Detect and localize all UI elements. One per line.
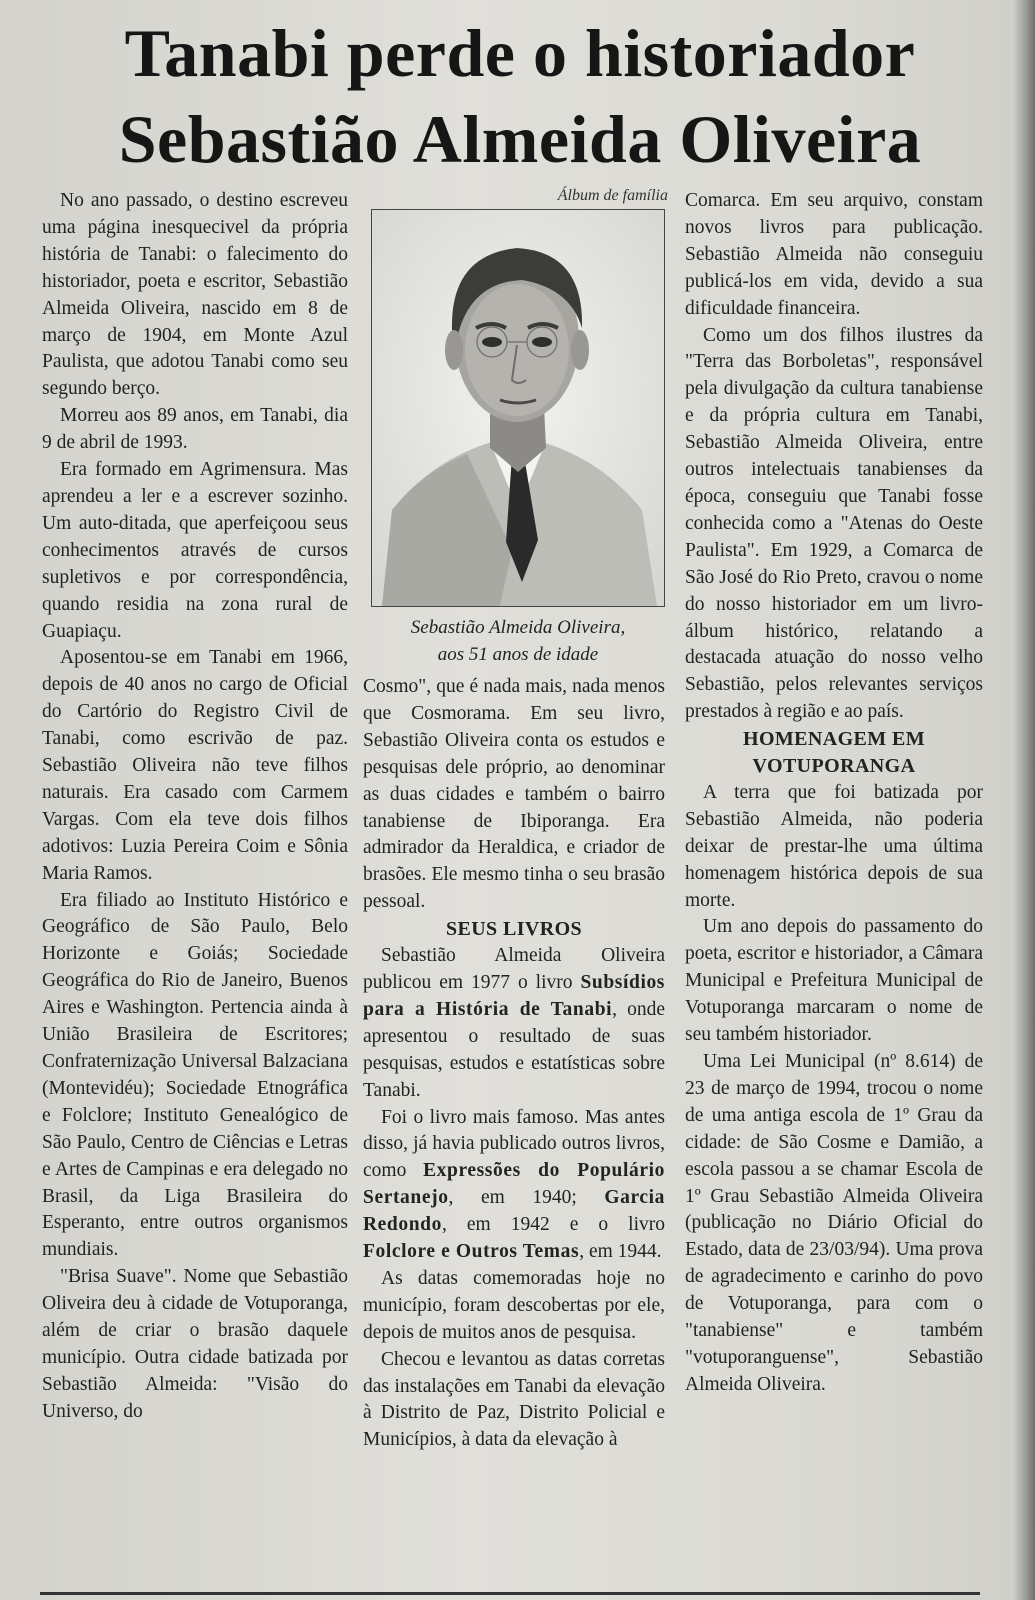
text-run: Sebastião Almeida Oliveira publicou em 1977 o livro: [363, 945, 665, 993]
headline: [60, 10, 980, 182]
photo-credit: Álbum de família: [557, 187, 668, 204]
paragraph: Como um dos filhos ilustres da "Terra das Borboletas", responsável pela divulgação da cultura tanabiense e da própria cultura em Tanabi, Sebastião Almeida Oliveira, entre outros intelectuais tanabienses da época, conseguiu que Tanabi fosse conhecida como a "Atenas do Oeste Paulista". Em 1929, a Comarca de São José do Rio Preto, cravou o nome do nosso historiador em um livro-álbum histórico, relatando a destacada atuação do nosso velho Sebastião, pelos relevantes serviços prestados à região e ao país.: [685, 324, 983, 723]
portrait-illustration: [372, 210, 664, 606]
paragraph: Um ano depois do passamento do poeta, escritor e historiador, a Câmara Municipal e Prefeitura Municipal de Votuporanga marcaram o nome de seu também historiador.: [685, 916, 983, 1046]
photo-caption-line-1: Sebastião Almeida Oliveira,: [410, 617, 626, 638]
page-edge-shadow: [1013, 0, 1035, 1600]
paragraph: Morreu aos 89 anos, em Tanabi, dia 9 de abril de 1993.: [42, 405, 348, 454]
article-column-1: [42, 188, 348, 1426]
book-title: Expressões do Populário Sertanejo: [363, 1160, 665, 1209]
headline-line-2: Sebastião Almeida Oliveira: [118, 101, 922, 177]
paragraph: Aposentou-se em Tanabi em 1966, depois de 40 anos no cargo de Oficial do Cartório do Registro Civil de Tanabi, como escrivão de paz. Sebastião Oliveira não teve filhos naturais. Era casado com Carmem Vargas. Com ela teve dois filhos adotivos: Luzia Pereira Coim e Sônia Maria Ramos.: [42, 647, 348, 884]
text-run: , em 1942 e o livro: [441, 1214, 665, 1236]
paragraph: A terra que foi batizada por Sebastião Almeida, não poderia deixar de prestar-lhe uma última homenagem histórica depois de sua morte.: [685, 781, 983, 911]
text-run: , onde apresentou o resultado de suas pesquisas, estudos e estatísticas sobre Tanabi.: [363, 998, 666, 1101]
paragraph: "Brisa Suave". Nome que Sebastião Oliveira deu à cidade de Votuporanga, além de criar o brasão daquele município. Outra cidade batizada por Sebastião Almeida: "Visão do Universo, do: [42, 1266, 348, 1422]
paragraph: [363, 1105, 665, 1266]
paragraph: No ano passado, o destino escreveu uma página inesquecivel da própria história de Tanabi: o falecimento do historiador, poeta e escritor, Sebastião Almeida Oliveira, nascido em 8 de março de 1904, em Monte Azul Paulista, que adotou Tanabi como seu segundo berço.: [42, 190, 348, 400]
photo-caption: [368, 614, 668, 668]
paragraph: As datas comemoradas hoje no município, foram descobertas por ele, depois de muitos anos de pesquisa.: [363, 1267, 665, 1343]
book-title: Subsídios para a História de Tanabi: [363, 971, 665, 1020]
article-column-2: [363, 674, 665, 1454]
paragraph: Cosmo", que é nada mais, nada menos que Cosmorama. Em seu livro, Sebastião Oliveira conta os estudos e pesquisas dele próprio, ao denominar as duas cidades e também o bairro tanabiense de Ibiporanga. Era admirador da Heraldica, e criador de brasões. Ele mesmo tinha o seu brasão pessoal.: [363, 676, 665, 913]
section-heading-homenagem: [685, 726, 983, 780]
paragraph: Era formado em Agrimensura. Mas aprendeu a ler e a escrever sozinho. Um auto-ditada, que aperfeiçoou seus conhecimentos através de cursos supletivos e por correspondência, quando residia na zona rural de Guapiaçu.: [42, 459, 348, 642]
paragraph: Comarca. Em seu arquivo, constam novos livros para publicação. Sebastião Almeida não conseguiu publicá-los em vida, devido a sua dificuldade financeira.: [685, 190, 983, 319]
portrait-photo: [371, 209, 665, 607]
paragraph: Uma Lei Municipal (nº 8.614) de 23 de março de 1994, trocou o nome de uma antiga escola de 1º Grau da cidade: de São Cosme e Damião, a escola passou a se chamar Escola de 1º Grau Sebastião Almeida Oliveira (publicação no Diário Oficial do Estado, data de 23/03/94). Uma prova de agradecimento e carinho do povo de Votuporanga, para com o "tanabiense" e também "votuporanguense", Sebastião Almeida Oliveira.: [685, 1051, 983, 1395]
paragraph: Era filiado ao Instituto Histórico e Geográfico de São Paulo, Belo Horizonte e Goiás; Sociedade Geográfica do Rio de Janeiro, Buenos Aires e Washington. Pertencia ainda à União Brasileira de Escritores; Confraternização Universal Balzaciana (Montevidéu); Sociedade Etnográfica e Folclore; Instituto Genealógico de São Paulo, Centro de Ciências e Letras e Artes de Campinas e era delegado no Brasil, da Liga Brasileira do Esperanto, entre outros organismos mundiais.: [42, 889, 348, 1261]
text-run: , em 1940;: [448, 1187, 605, 1209]
book-title: Folclore e Outros Temas: [363, 1241, 580, 1263]
section-heading-seus-livros: SEUS LIVROS: [445, 918, 583, 941]
book-title: Garcia Redondo: [363, 1187, 665, 1236]
headline-line-1: Tanabi perde o historiador: [124, 15, 916, 91]
text-run: , em 1944.: [579, 1241, 662, 1263]
section-heading-line-2: VOTUPORANGA: [752, 755, 916, 778]
paragraph: Checou e levantou as datas corretas das instalações em Tanabi da elevação à Distrito de Paz, Distrito Policial e Municípios, à data da elevação à: [363, 1348, 665, 1451]
section-heading-line-1: HOMENAGEM EM: [742, 728, 925, 751]
paragraph: [363, 943, 665, 1104]
text-run: Foi o livro mais famoso. Mas antes disso, já havia publicado outros livros, como: [363, 1106, 665, 1182]
bottom-rule: [40, 1592, 980, 1595]
photo-caption-line-2: aos 51 anos de idade: [437, 644, 599, 665]
article-column-3: [685, 188, 983, 1399]
